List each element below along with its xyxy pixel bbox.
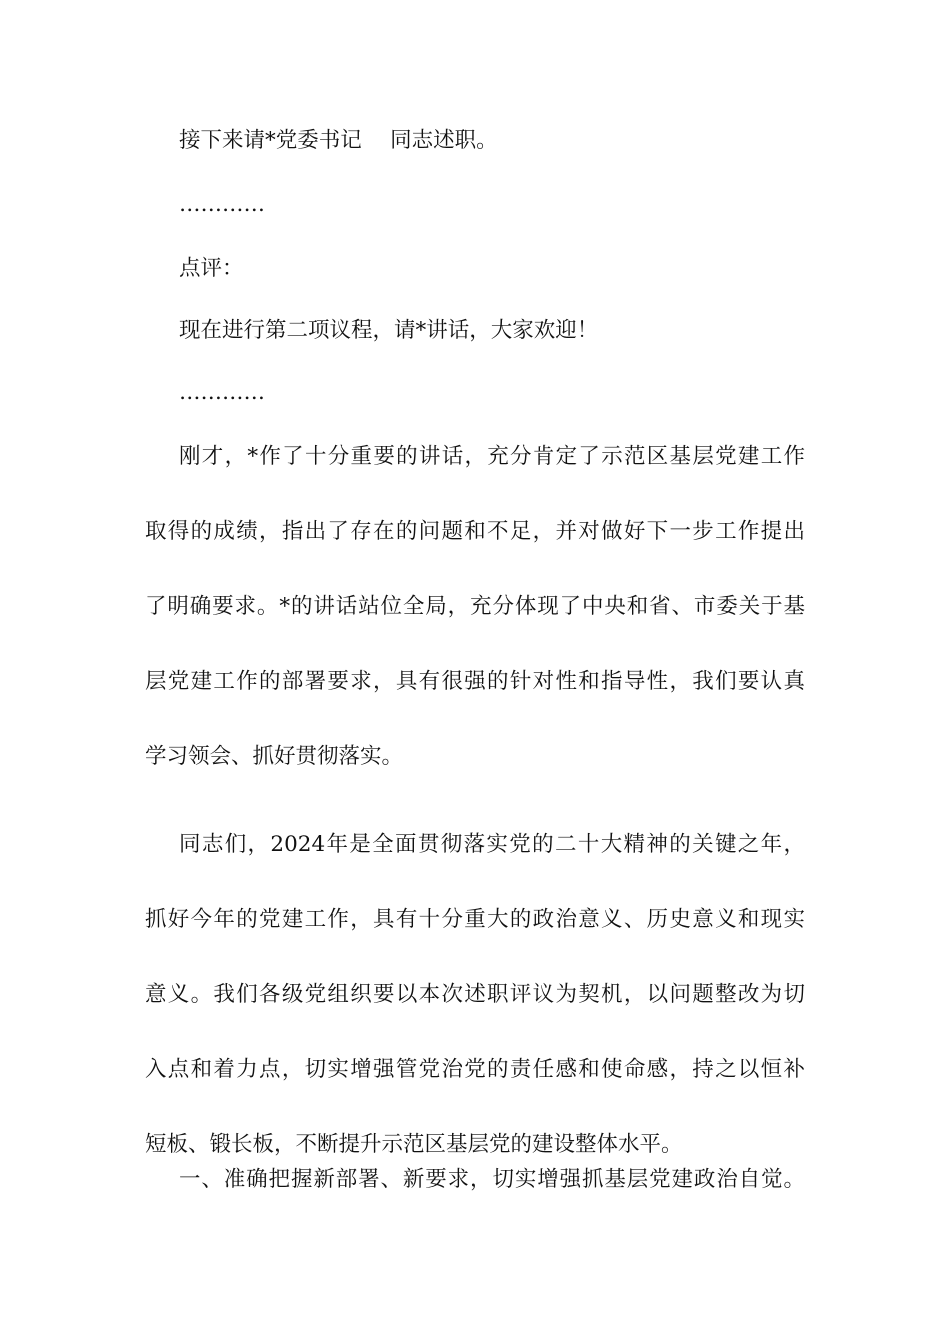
text-line: 取得的成绩，指出了存在的问题和不足，并对做好下一步工作提出 [145, 519, 805, 544]
text-line: 同志们，2024年是全面贯彻落实党的二十大精神的关键之年， [179, 832, 805, 857]
ellipsis-line: ………… [179, 192, 265, 217]
text-line: 短板、锻长板，不断提升示范区基层党的建设整体水平。 [145, 1132, 683, 1157]
text-line: 抓好今年的党建工作，具有十分重大的政治意义、历史意义和现实 [145, 907, 805, 932]
ellipsis-line: ………… [179, 380, 265, 405]
text-line: 现在进行第二项议程，请*讲话，大家欢迎！ [179, 318, 599, 343]
text-line: 入点和着力点，切实增强管党治党的责任感和使命感，持之以恒补 [145, 1057, 805, 1082]
text-line: 意义。我们各级党组织要以本次述职评议为契机，以问题整改为切 [145, 982, 805, 1007]
text-line: 接下来请*党委书记 同志述职。 [179, 128, 498, 153]
text-line: 刚才，*作了十分重要的讲话，充分肯定了示范区基层党建工作 [179, 444, 805, 469]
text-line: 学习领会、抓好贯彻落实。 [145, 744, 404, 769]
section-heading: 一、准确把握新部署、新要求，切实增强抓基层党建政治自觉。 [179, 1167, 805, 1192]
comment-label: 点评： [179, 256, 244, 281]
text-line: 了明确要求。*的讲话站位全局，充分体现了中央和省、市委关于基 [145, 594, 805, 619]
text-line: 层党建工作的部署要求，具有很强的针对性和指导性，我们要认真 [145, 669, 805, 694]
